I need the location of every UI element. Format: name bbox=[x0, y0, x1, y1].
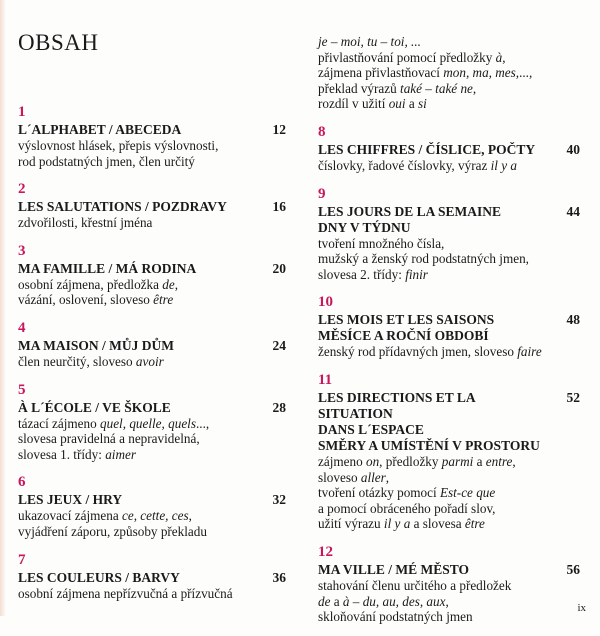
italic-term: je – moi, tu – toi, ... bbox=[318, 34, 421, 49]
chapter-title: SMĚRY A UMÍSTĚNÍ V PROSTORU bbox=[318, 437, 540, 453]
chapter-title: MA MAISON / MŮJ DŮM bbox=[18, 337, 174, 353]
chapter-number: 2 bbox=[18, 181, 26, 198]
text-segment: rozdíl v užití bbox=[318, 96, 389, 112]
chapter-number: 5 bbox=[18, 381, 26, 398]
chapter-headings bbox=[18, 261, 196, 277]
italic-term: de bbox=[318, 593, 331, 609]
chapter-page-number: 36 bbox=[272, 569, 286, 585]
description-line bbox=[318, 267, 580, 283]
chapter-headings bbox=[18, 400, 171, 416]
text-segment: skloňování podstatných jmen bbox=[318, 609, 473, 625]
italic-term: on bbox=[365, 453, 380, 469]
chapter-title: À L´ÉCOLE / VE ŠKOLE bbox=[18, 399, 171, 415]
chapter-title: LES CHIFFRES / ČÍSLICE, POČTY bbox=[318, 141, 536, 157]
text-segment: a bbox=[405, 96, 418, 112]
text-segment: slovesa 1. třídy: bbox=[18, 446, 106, 462]
text-segment: , bbox=[385, 469, 390, 485]
text-segment: , bbox=[502, 49, 506, 65]
italic-term: faire bbox=[517, 344, 542, 360]
description-line bbox=[318, 158, 580, 174]
italic-term: také – také ne bbox=[400, 80, 473, 96]
description-line bbox=[318, 251, 580, 267]
italic-term: il y a bbox=[490, 157, 517, 173]
description-line bbox=[18, 586, 286, 602]
description-line bbox=[318, 609, 580, 625]
italic-term: aimer bbox=[105, 446, 136, 462]
chapter-title: LES JOURS DE LA SEMAINE bbox=[318, 203, 502, 219]
text-segment: tvoření otázky pomocí bbox=[318, 485, 440, 501]
description-line bbox=[318, 81, 580, 97]
chapter-page-number: 52 bbox=[566, 389, 580, 405]
chapter-page-number: 20 bbox=[272, 260, 286, 276]
page-number: ix bbox=[577, 602, 586, 614]
chapter-page-number: 16 bbox=[272, 199, 286, 215]
chapter-number: 10 bbox=[318, 294, 333, 311]
description-line bbox=[18, 354, 286, 370]
chapter-page-number: 24 bbox=[272, 337, 286, 353]
chapter-headings bbox=[318, 312, 494, 344]
description-line bbox=[318, 96, 580, 112]
description-line bbox=[18, 508, 286, 524]
text-segment: tázací zájmeno bbox=[18, 415, 101, 431]
description-line bbox=[18, 138, 286, 154]
chapter-number: 8 bbox=[318, 123, 326, 140]
text-segment: přivlastňování pomocí předložky bbox=[318, 49, 496, 65]
description-line bbox=[318, 594, 580, 610]
text-segment: a bbox=[330, 593, 343, 609]
text-segment: , bbox=[174, 276, 179, 292]
text-segment: , bbox=[188, 508, 192, 524]
chapter-heading-row bbox=[18, 199, 286, 215]
description-line bbox=[318, 65, 580, 81]
description-line bbox=[318, 516, 580, 532]
chapter-number: 6 bbox=[18, 474, 26, 491]
text-segment: užití výrazu bbox=[318, 516, 384, 532]
chapter-title: LES COULEURS / BARVY bbox=[18, 569, 180, 585]
chapter-title: LES MOIS ET LES SAISONS bbox=[318, 312, 495, 328]
description-line bbox=[318, 470, 580, 486]
toc-entry[interactable] bbox=[18, 551, 286, 602]
description-line bbox=[318, 34, 580, 50]
italic-term: avoir bbox=[135, 353, 164, 369]
chapter-title: LES JEUX / HRY bbox=[18, 492, 123, 508]
italic-term: Est-ce que bbox=[439, 485, 496, 501]
chapter-page-number: 12 bbox=[272, 122, 286, 137]
italic-term: de bbox=[162, 276, 175, 292]
toc-entry[interactable] bbox=[18, 473, 286, 539]
chapter-title: MA FAMILLE / MÁ RODINA bbox=[18, 260, 197, 276]
chapter-number: 1 bbox=[18, 104, 26, 120]
description-line bbox=[18, 292, 286, 308]
italic-term: à bbox=[495, 49, 503, 65]
description-line bbox=[318, 50, 580, 66]
toc-entry[interactable] bbox=[318, 543, 580, 625]
chapter-title: DANS L´ESPACE bbox=[318, 421, 424, 437]
text-segment: a slovesa bbox=[410, 516, 465, 532]
chapter-headings bbox=[18, 570, 180, 586]
chapter-7-description-continued bbox=[318, 34, 580, 112]
page-title: OBSAH bbox=[18, 30, 99, 55]
text-segment: , bbox=[512, 453, 516, 469]
chapter-heading-row bbox=[318, 312, 580, 344]
italic-term: parmi bbox=[441, 453, 474, 469]
italic-term: être bbox=[153, 292, 174, 308]
description-line bbox=[18, 447, 286, 463]
chapter-heading-row bbox=[318, 142, 580, 158]
description-line bbox=[318, 454, 580, 470]
italic-term: il y a bbox=[383, 516, 411, 532]
italic-term: quel, quelle, quels bbox=[100, 415, 196, 431]
italic-term: aller bbox=[360, 469, 386, 485]
text-segment: mužský a ženský rod podstatných jmen, bbox=[318, 251, 529, 267]
toc-entry[interactable] bbox=[318, 185, 580, 283]
description-line bbox=[18, 215, 286, 231]
text-segment: osobní zájmena, předložka bbox=[18, 276, 163, 292]
chapter-number: 12 bbox=[318, 543, 333, 560]
chapter-headings bbox=[18, 338, 174, 354]
chapter-number: 11 bbox=[318, 371, 333, 388]
description-line bbox=[318, 236, 580, 252]
text-segment: ukazovací zájmena bbox=[18, 508, 122, 524]
toc-entry[interactable] bbox=[318, 293, 580, 360]
chapter-headings bbox=[318, 142, 535, 158]
description-line bbox=[18, 154, 286, 170]
chapter-headings bbox=[18, 492, 122, 508]
description-line bbox=[18, 431, 286, 447]
chapter-headings bbox=[18, 122, 181, 138]
text-segment: zájmeno bbox=[318, 453, 366, 469]
text-segment: zdvořilosti, křestní jména bbox=[18, 215, 153, 231]
description-line bbox=[318, 344, 580, 360]
italic-term: si bbox=[418, 96, 427, 112]
text-segment: vázání, oslovení, sloveso bbox=[18, 292, 154, 308]
chapter-headings bbox=[18, 199, 227, 215]
chapter-heading-row bbox=[18, 400, 286, 416]
italic-term: mon, ma, mes, bbox=[443, 65, 520, 81]
text-segment: rod podstatných jmen, člen určitý bbox=[18, 153, 195, 169]
chapter-number: 7 bbox=[18, 551, 26, 568]
text-segment: , předložky bbox=[379, 453, 442, 469]
text-segment: slovesa pravidelná a nepravidelná, bbox=[18, 431, 200, 447]
chapter-headings bbox=[318, 204, 501, 236]
chapter-number: 4 bbox=[18, 319, 26, 336]
chapter-heading-row bbox=[318, 390, 580, 454]
toc-entry[interactable] bbox=[18, 381, 286, 463]
chapter-heading-row bbox=[18, 492, 286, 508]
chapter-heading-row bbox=[18, 122, 286, 138]
toc-entry[interactable] bbox=[18, 103, 286, 169]
text-segment: sloveso bbox=[318, 469, 361, 485]
toc-entry[interactable] bbox=[318, 123, 580, 174]
chapter-page-number: 40 bbox=[566, 141, 580, 157]
chapter-page-number: 56 bbox=[566, 561, 580, 577]
chapter-title: DNY V TÝDNU bbox=[318, 219, 411, 235]
chapter-heading-row bbox=[18, 570, 286, 586]
text-segment: slovesa 2. třídy: bbox=[318, 266, 406, 282]
italic-term: à – du, au, des, aux bbox=[342, 593, 446, 609]
description-line bbox=[18, 277, 286, 293]
chapter-page-number: 28 bbox=[272, 399, 286, 415]
text-segment: člen neurčitý, sloveso bbox=[18, 353, 136, 369]
text-segment: tvoření množného čísla, bbox=[318, 235, 445, 251]
text-segment: a pomocí obráceného pořadí slov, bbox=[318, 500, 496, 516]
chapter-headings bbox=[318, 390, 550, 454]
text-segment: stahování členu určitého a předložek bbox=[318, 577, 512, 593]
toc-entry[interactable] bbox=[18, 242, 286, 308]
chapter-heading-row bbox=[18, 338, 286, 354]
chapter-number: 9 bbox=[318, 185, 326, 202]
toc-entry[interactable] bbox=[318, 371, 580, 532]
chapter-page-number: 32 bbox=[272, 492, 286, 508]
chapter-page-number: 44 bbox=[566, 203, 580, 219]
italic-term: entre bbox=[485, 453, 513, 469]
text-segment: ..., bbox=[519, 65, 533, 81]
text-segment: výslovnost hlásek, přepis výslovnosti, bbox=[18, 138, 219, 153]
text-segment: , bbox=[472, 80, 477, 96]
description-line bbox=[318, 578, 580, 594]
chapter-title: LES DIRECTIONS ET LA SITUATION bbox=[318, 389, 475, 421]
description-line bbox=[18, 524, 286, 540]
text-segment: , bbox=[445, 593, 449, 609]
chapter-page-number: 48 bbox=[566, 312, 580, 328]
text-segment: ženský rod přídavných jmen, sloveso bbox=[318, 344, 518, 360]
toc-column-left bbox=[18, 103, 286, 612]
text-segment: vyjádření záporu, způsoby překladu bbox=[18, 523, 207, 539]
chapter-heading-row bbox=[318, 204, 580, 236]
text-segment: zájmena přivlastňovací bbox=[318, 65, 444, 81]
text-segment: osobní zájmena nepřízvučná a přízvučná bbox=[18, 585, 233, 601]
italic-term: être bbox=[464, 516, 485, 532]
chapter-number: 3 bbox=[18, 242, 26, 259]
description-line bbox=[318, 501, 580, 517]
chapter-title: MĚSÍCE A ROČNÍ OBDOBÍ bbox=[318, 328, 489, 344]
text-segment: a bbox=[473, 453, 486, 469]
chapter-headings bbox=[318, 562, 469, 578]
page-edge-shadow bbox=[0, 0, 6, 616]
text-segment: číslovky, řadové číslovky, výraz bbox=[318, 157, 491, 173]
chapter-title: MA VILLE / MÉ MĚSTO bbox=[318, 561, 470, 577]
italic-term: oui bbox=[388, 96, 406, 112]
italic-term: finir bbox=[405, 266, 428, 282]
italic-term: ce, cette, ces bbox=[121, 508, 189, 524]
description-line bbox=[18, 416, 286, 432]
toc-column-right bbox=[318, 34, 580, 636]
text-segment: překlad výrazů bbox=[318, 80, 401, 96]
chapter-title: L´ALPHABET / ABECEDA bbox=[18, 122, 182, 137]
toc-entry[interactable] bbox=[18, 319, 286, 370]
toc-entry[interactable] bbox=[18, 180, 286, 231]
chapter-heading-row bbox=[18, 261, 286, 277]
description-line bbox=[318, 485, 580, 501]
text-segment: ..., bbox=[195, 415, 210, 431]
chapter-title: LES SALUTATIONS / POZDRAVY bbox=[18, 199, 227, 215]
chapter-heading-row bbox=[318, 562, 580, 578]
